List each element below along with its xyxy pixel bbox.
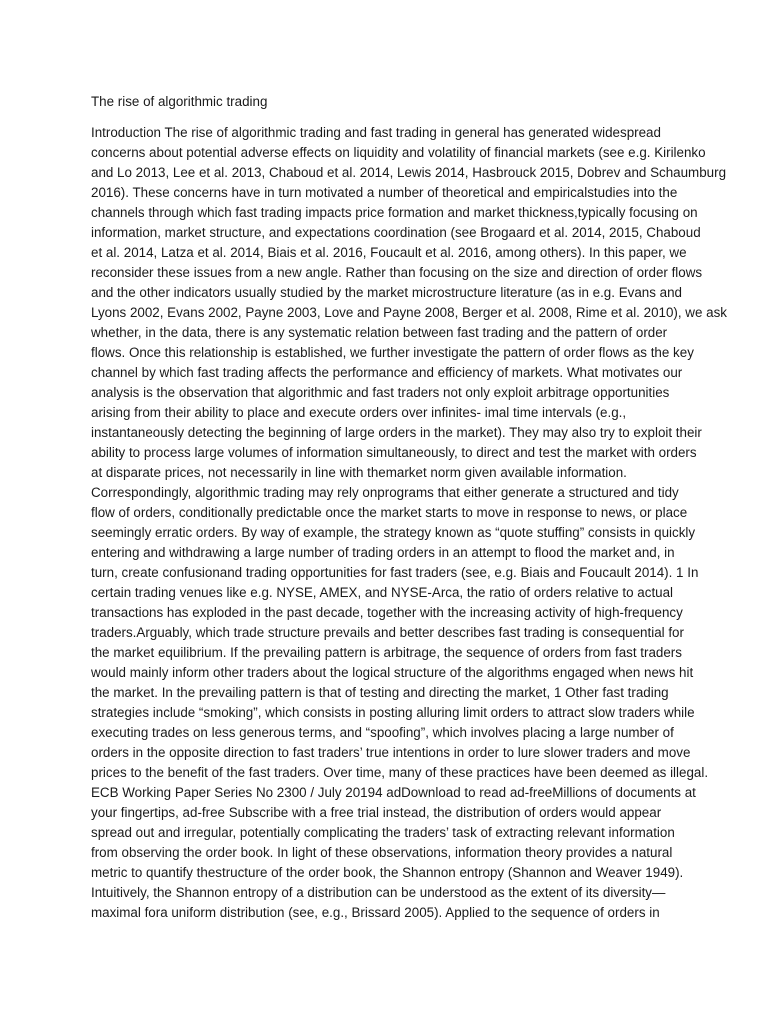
body-text-line: strategies include “smoking”, which consists in posting alluring limit orders to attract slow traders while — [91, 705, 695, 720]
body-text-line: the market equilibrium. If the prevailing pattern is arbitrage, the sequence of orders from fast traders — [91, 645, 682, 660]
body-text-line: and the other indicators usually studied by the market microstructure literature (as in e.g. Evans and — [91, 285, 682, 300]
body-text-line: channels through which fast trading impacts price formation and market thickness,typically focusing on — [91, 205, 698, 220]
body-text-line: concerns about potential adverse effects on liquidity and volatility of financial markets (see e.g. Kirilenko — [91, 145, 706, 160]
body-text-line: instantaneously detecting the beginning of large orders in the market). They may also try to exploit their — [91, 425, 702, 440]
body-text-line: whether, in the data, there is any systematic relation between fast trading and the pattern of order — [91, 325, 668, 340]
body-text-line: et al. 2014, Latza et al. 2014, Biais et al. 2016, Foucault et al. 2016, among others). In this paper, we — [91, 245, 687, 260]
body-text-line: transactions has exploded in the past decade, together with the increasing activity of high-frequency — [91, 605, 683, 620]
body-text-line: from observing the order book. In light of these observations, information theory provides a natural — [91, 845, 673, 860]
body-text-line: traders.Arguably, which trade structure prevails and better describes fast trading is consequential for — [91, 625, 684, 640]
document-body — [91, 123, 727, 923]
body-text-line: the market. In the prevailing pattern is that of testing and directing the market, 1 Other fast trading — [91, 685, 669, 700]
body-text-line: would mainly inform other traders about the logical structure of the algorithms engaged when news hit — [91, 665, 694, 680]
body-text-line: Lyons 2002, Evans 2002, Payne 2003, Love and Payne 2008, Berger et al. 2008, Rime et al. 2010), we ask — [91, 305, 727, 320]
document-title: The rise of algorithmic trading — [91, 94, 268, 109]
body-text-line: Correspondingly, algorithmic trading may rely onprograms that either generate a structured and tidy — [91, 485, 679, 500]
body-text-line: and Lo 2013, Lee et al. 2013, Chaboud et al. 2014, Lewis 2014, Hasbrouck 2015, Dobrev and Schaumburg — [91, 165, 727, 180]
body-text-line: 2016). These concerns have in turn motivated a number of theoretical and empiricalstudies into the — [91, 185, 678, 200]
body-text-line: turn, create confusionand trading opportunities for fast traders (see, e.g. Biais and Foucault 2014). 1 In — [91, 565, 699, 580]
body-text-line: entering and withdrawing a large number of trading orders in an attempt to flood the market and, in — [91, 545, 675, 560]
body-text-line: executing trades on less generous terms, and “spoofing”, which involves placing a large number of — [91, 725, 674, 740]
body-text-line: at disparate prices, not necessarily in line with themarket norm given available information. — [91, 465, 627, 480]
body-text-line: seemingly erratic orders. By way of example, the strategy known as “quote stuffing” consists in quickly — [91, 525, 696, 540]
body-text-line: Introduction The rise of algorithmic trading and fast trading in general has generated widespread — [91, 125, 661, 140]
body-text-line: ability to process large volumes of information simultaneously, to direct and test the market with orders — [91, 445, 697, 460]
body-text-line: flow of orders, conditionally predictable once the market starts to move in response to news, or place — [91, 505, 688, 520]
body-text-line: analysis is the observation that algorithmic and fast traders not only exploit arbitrage opportunities — [91, 385, 670, 400]
body-text-line: channel by which fast trading affects the performance and efficiency of markets. What motivates our — [91, 365, 683, 380]
body-text-line: orders in the opposite direction to fast traders’ true intentions in order to lure slower traders and move — [91, 745, 691, 760]
body-text-line: arising from their ability to place and execute orders over infinites- imal time intervals (e.g., — [91, 405, 627, 420]
body-text-line: maximal fora uniform distribution (see, e.g., Brissard 2005). Applied to the sequence of orders in — [91, 905, 660, 920]
body-text-line: your fingertips, ad-free Subscribe with a free trial instead, the distribution of orders would appear — [91, 805, 662, 820]
body-text-line: flows. Once this relationship is established, we further investigate the pattern of order flows as the key — [91, 345, 694, 360]
body-text-line: Intuitively, the Shannon entropy of a distribution can be understood as the extent of its diversity— — [91, 885, 666, 900]
body-text-line: metric to quantify thestructure of the order book, the Shannon entropy (Shannon and Weaver 1949). — [91, 865, 684, 880]
body-text-line: spread out and irregular, potentially complicating the traders’ task of extracting relevant information — [91, 825, 675, 840]
body-text-line: reconsider these issues from a new angle. Rather than focusing on the size and direction of order flows — [91, 265, 703, 280]
body-text-line: ECB Working Paper Series No 2300 / July 20194 adDownload to read ad-freeMillions of documents at — [91, 785, 696, 800]
body-text-line: certain trading venues like e.g. NYSE, AMEX, and NYSE-Arca, the ratio of orders relative to actual — [91, 585, 674, 600]
body-text-line: prices to the benefit of the fast traders. Over time, many of these practices have been deemed as illegal. — [91, 765, 709, 780]
body-text-line: information, market structure, and expectations coordination (see Brogaard et al. 2014, 2015, Chaboud — [91, 225, 701, 240]
